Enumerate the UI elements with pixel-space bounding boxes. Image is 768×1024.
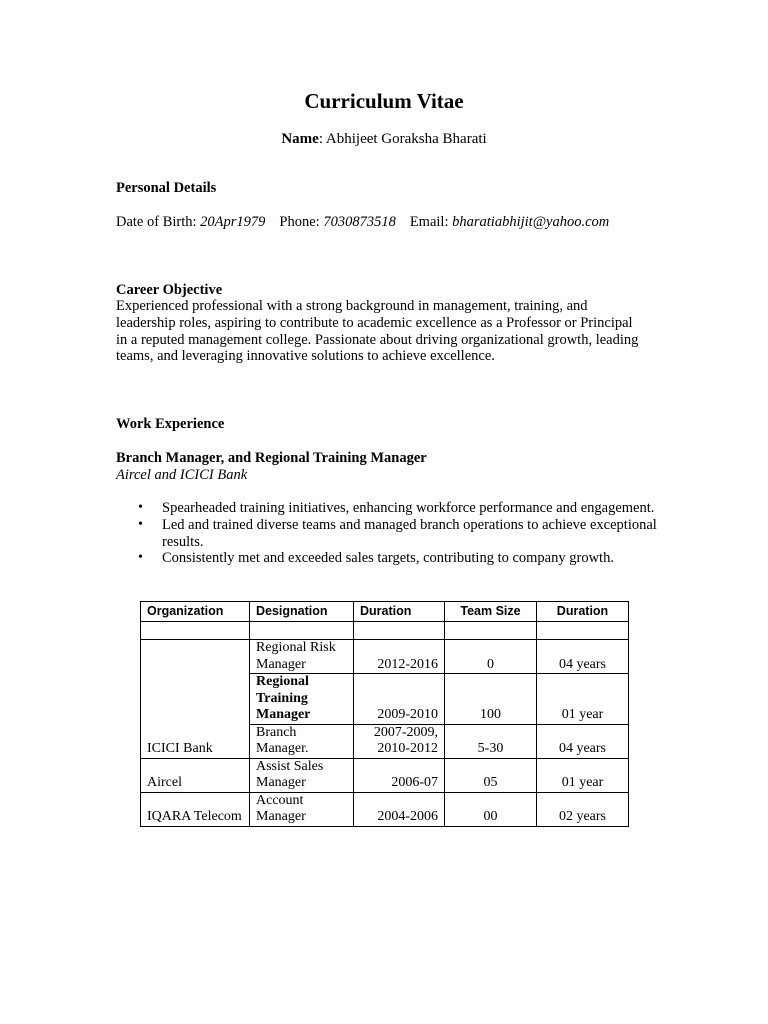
phone-label: Phone:	[279, 214, 324, 230]
job-title: Branch Manager, and Regional Training Manager	[116, 450, 427, 466]
job-organization: Aircel and ICICI Bank	[116, 467, 248, 483]
dob-value: 20Apr1979	[200, 214, 266, 230]
name-value: : Abhijeet Goraksha Bharati	[318, 131, 487, 147]
header-designation: Designation	[250, 602, 354, 622]
name-line	[0, 130, 768, 148]
cell-designation: Branch Manager.	[250, 724, 354, 758]
cell-duration: 04 years	[537, 724, 629, 758]
career-objective-text: Experienced professional with a strong background in management, training, and leadership roles, aspiring to contribute to academic excellence as a Professor or Principal in a reputed management college. Passionate about driving organizational growth, leading teams, and leveraging innovative solutions to achieve excellence.	[116, 298, 639, 365]
name-label: Name	[281, 131, 319, 147]
work-experience-heading: Work Experience	[116, 416, 225, 432]
header-duration: Duration	[537, 602, 629, 622]
list-item: • Consistently met and exceeded sales targets, contributing to company growth.	[138, 550, 658, 567]
dob-label: Date of Birth:	[116, 214, 201, 230]
experience-table	[140, 601, 629, 827]
cell-designation: Account Manager	[250, 792, 354, 826]
cell-duration: 01 year	[537, 674, 629, 725]
career-objective-heading: Career Objective	[116, 282, 223, 298]
cell-organization: IQARA Telecom	[141, 792, 250, 826]
table-row-empty	[141, 622, 629, 640]
cell-designation: Regional Risk Manager	[250, 640, 354, 674]
cell-organization: ICICI Bank	[141, 640, 250, 759]
header-organization: Organization	[141, 602, 250, 622]
personal-details-heading: Personal Details	[116, 180, 217, 196]
cell-designation: Assist Sales Manager	[250, 758, 354, 792]
contact-line	[116, 214, 609, 231]
cell-team-size: 100	[445, 674, 537, 725]
cell-period: 2012-2016	[354, 640, 445, 674]
cell-duration: 04 years	[537, 640, 629, 674]
table-row	[141, 640, 629, 674]
email-value: bharatiabhijit@yahoo.com	[452, 214, 610, 230]
cell-designation: Regional Training Manager	[250, 674, 354, 725]
cell-period: 2006-07	[354, 758, 445, 792]
table-header-row	[141, 602, 629, 622]
cell-team-size: 0	[445, 640, 537, 674]
cell-period: 2007-2009, 2010-2012	[354, 724, 445, 758]
cell-duration: 01 year	[537, 758, 629, 792]
header-duration-period: Duration	[354, 602, 445, 622]
cell-team-size: 05	[445, 758, 537, 792]
achievement-list	[138, 500, 658, 567]
cell-team-size: 00	[445, 792, 537, 826]
email-label: Email:	[409, 214, 453, 230]
cell-period: 2009-2010	[354, 674, 445, 725]
cell-period: 2004-2006	[354, 792, 445, 826]
table-row	[141, 792, 629, 826]
header-team-size: Team Size	[445, 602, 537, 622]
list-item: • Led and trained diverse teams and managed branch operations to achieve exceptional results.	[138, 517, 658, 551]
phone-value: 7030873518	[323, 214, 396, 230]
cell-team-size: 5-30	[445, 724, 537, 758]
document-title: Curriculum Vitae	[304, 89, 464, 113]
cell-duration: 02 years	[537, 792, 629, 826]
cell-organization: Aircel	[141, 758, 250, 792]
table-row	[141, 758, 629, 792]
list-item: • Spearheaded training initiatives, enhancing workforce performance and engagement.	[138, 500, 658, 517]
